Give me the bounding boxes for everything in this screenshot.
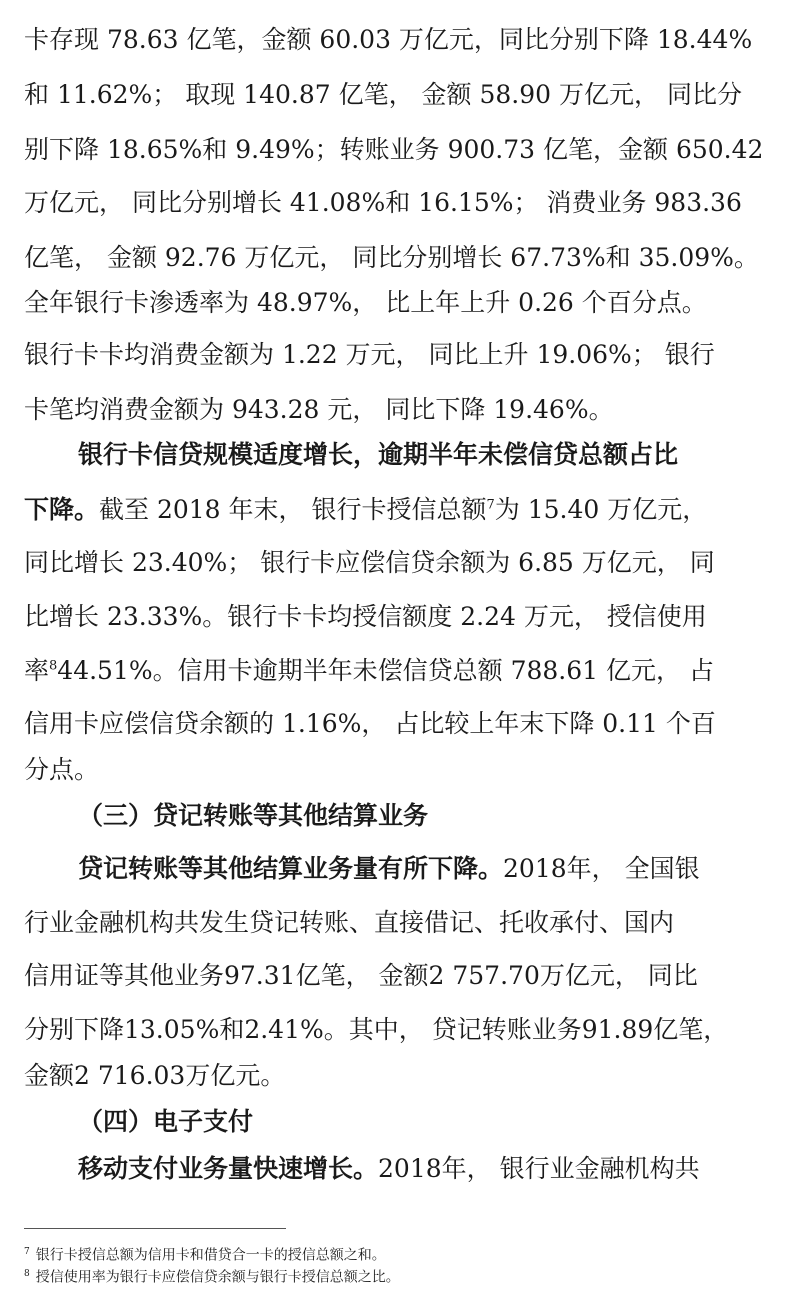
paragraph-line: 信用卡应偿信贷余额的 1.16%， 占比较上年末下降 0.11 个百 bbox=[24, 709, 716, 738]
section-heading-3: （三）贷记转账等其他结算业务 bbox=[78, 801, 429, 830]
footnote-ref-7[interactable]: 7 bbox=[486, 497, 495, 513]
footnote-ref-8[interactable]: 8 bbox=[49, 658, 58, 674]
paragraph-line: 分别下降13.05%和2.41%。其中， 贷记转账业务91.89亿笔， bbox=[24, 1015, 729, 1044]
text-span: 截至 2018 年末， 银行卡授信总额 bbox=[99, 495, 487, 524]
paragraph-line: 同比增长 23.40%； 银行卡应偿信贷余额为 6.85 万亿元， 同 bbox=[24, 548, 715, 577]
text-span: 2018年， 全国银 bbox=[503, 854, 700, 883]
section-heading-4: （四）电子支付 bbox=[78, 1107, 254, 1136]
paragraph-line bbox=[78, 1152, 784, 1186]
section-lead-sentence: 移动支付业务量快速增长。 bbox=[78, 1154, 379, 1183]
footnote-number: 8 bbox=[24, 1269, 30, 1279]
footnote-number: 7 bbox=[24, 1247, 30, 1257]
paragraph-line: 行业金融机构共发生贷记转账、直接借记、托收承付、国内 bbox=[24, 908, 675, 937]
paragraph-line: 信用证等其他业务97.31亿笔， 金额2 757.70万亿元， 同比 bbox=[24, 961, 698, 990]
paragraph-line bbox=[78, 852, 784, 886]
footnote-divider bbox=[24, 1228, 286, 1229]
footnote-7 bbox=[24, 1242, 784, 1262]
paragraph-line: 别下降 18.65%和 9.49%；转账业务 900.73 亿笔，金额 650.42 bbox=[24, 135, 764, 164]
footnote-text: 银行卡授信总额为信用卡和借贷合一卡的授信总额之和。 bbox=[35, 1247, 386, 1262]
text-span: 2018年， 银行业金融机构共 bbox=[378, 1154, 700, 1183]
paragraph-line: 金额2 716.03万亿元。 bbox=[24, 1061, 286, 1090]
paragraph-line bbox=[24, 493, 784, 527]
paragraph-line bbox=[24, 654, 784, 688]
paragraph-line: 万亿元， 同比分别增长 41.08%和 16.15%； 消费业务 983.36 bbox=[24, 188, 742, 217]
paragraph-line: 卡存现 78.63 亿笔，金额 60.03 万亿元，同比分别下降 18.44% bbox=[24, 25, 753, 54]
paragraph-line: 全年银行卡渗透率为 48.97%， 比上年上升 0.26 个百分点。 bbox=[24, 288, 707, 317]
paragraph-line: 亿笔， 金额 92.76 万亿元， 同比分别增长 67.73%和 35.09%。 bbox=[24, 243, 759, 272]
footnote-text: 授信使用率为银行卡应偿信贷余额与银行卡授信总额之比。 bbox=[35, 1269, 400, 1284]
text-span: 44.51%。信用卡逾期半年未偿信贷总额 788.61 亿元， 占 bbox=[57, 656, 714, 685]
section-lead-tail: 下降。 bbox=[24, 495, 100, 524]
text-span: 为 15.40 万亿元， bbox=[494, 495, 708, 524]
text-span: 率 bbox=[24, 656, 50, 685]
paragraph-line: 分点。 bbox=[24, 755, 100, 784]
paragraph-line: 比增长 23.33%。银行卡卡均授信额度 2.24 万元， 授信使用 bbox=[24, 602, 707, 631]
section-lead-sentence: 贷记转账等其他结算业务量有所下降。 bbox=[78, 854, 504, 883]
section-lead-sentence: 银行卡信贷规模适度增长，逾期半年未偿信贷总额占比 bbox=[78, 440, 679, 469]
paragraph-line: 银行卡卡均消费金额为 1.22 万元， 同比上升 19.06%； 银行 bbox=[24, 340, 715, 369]
paragraph-line: 和 11.62%； 取现 140.87 亿笔， 金额 58.90 万亿元， 同比分 bbox=[24, 80, 742, 109]
paragraph-line: 卡笔均消费金额为 943.28 元， 同比下降 19.46%。 bbox=[24, 395, 614, 424]
footnote-8 bbox=[24, 1264, 784, 1284]
